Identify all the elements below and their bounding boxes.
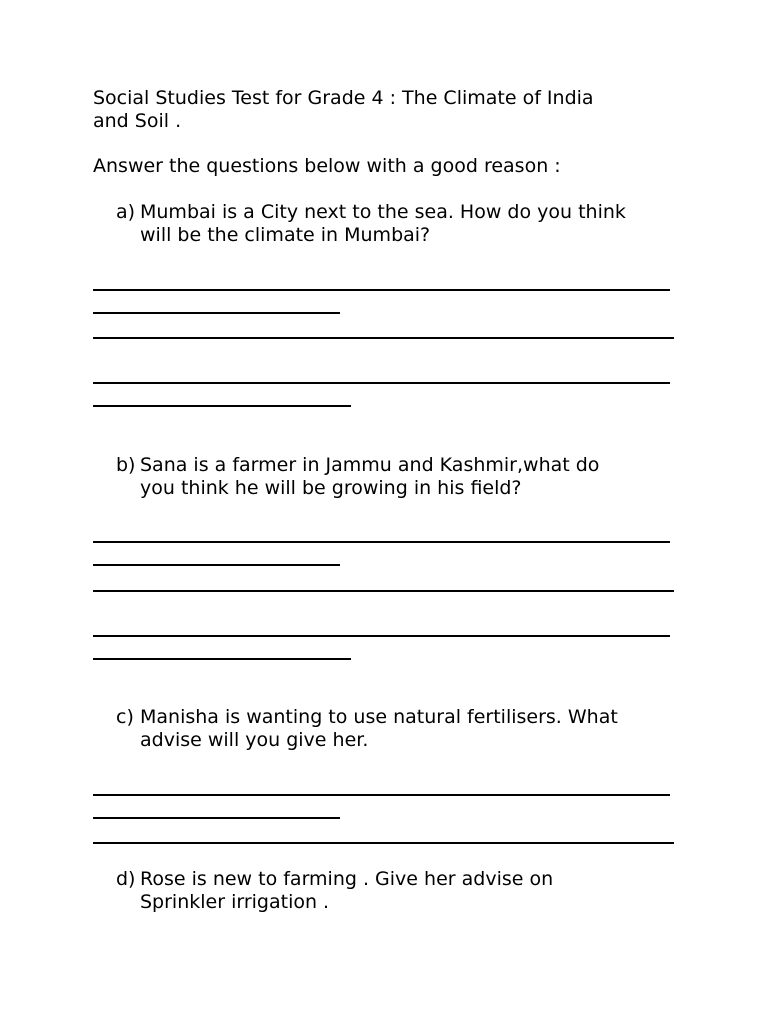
- instructions: Answer the questions below with a good reason :: [93, 155, 561, 177]
- question-b-text-line-1: Sana is a farmer in Jammu and Kashmir,what do: [140, 454, 600, 476]
- test-title-line-1: Social Studies Test for Grade 4 : The Climate of India: [93, 87, 594, 109]
- answer-line-a-1[interactable]: [93, 289, 670, 291]
- test-title-line-2: and Soil .: [93, 110, 182, 132]
- answer-line-c-1[interactable]: [93, 794, 670, 796]
- answer-line-b-2[interactable]: [93, 564, 340, 566]
- answer-line-a-2[interactable]: [93, 312, 340, 314]
- answer-line-b-4[interactable]: [93, 635, 670, 637]
- answer-line-a-5[interactable]: [93, 405, 351, 407]
- answer-line-b-1[interactable]: [93, 541, 670, 543]
- question-c-text-line-1: Manisha is wanting to use natural fertilisers. What: [140, 706, 618, 728]
- question-b-text-line-2: you think he will be growing in his field?: [140, 477, 522, 499]
- question-c-text-line-2: advise will you give her.: [140, 729, 369, 751]
- answer-line-c-3[interactable]: [93, 842, 674, 844]
- question-b-letter: b): [116, 454, 136, 476]
- answer-line-b-5[interactable]: [93, 658, 351, 660]
- answer-line-c-2[interactable]: [93, 817, 340, 819]
- question-a-letter: a): [116, 201, 136, 223]
- question-a-text-line-1: Mumbai is a City next to the sea. How do you think: [140, 201, 626, 223]
- answer-line-a-3[interactable]: [93, 337, 674, 339]
- question-a-text-line-2: will be the climate in Mumbai?: [140, 224, 431, 246]
- answer-line-a-4[interactable]: [93, 382, 670, 384]
- answer-line-b-3[interactable]: [93, 590, 674, 592]
- question-c-letter: c): [116, 706, 134, 728]
- question-d-letter: d): [116, 868, 136, 890]
- question-d-text-line-1: Rose is new to farming . Give her advise on: [140, 868, 554, 890]
- question-d-text-line-2: Sprinkler irrigation .: [140, 891, 330, 913]
